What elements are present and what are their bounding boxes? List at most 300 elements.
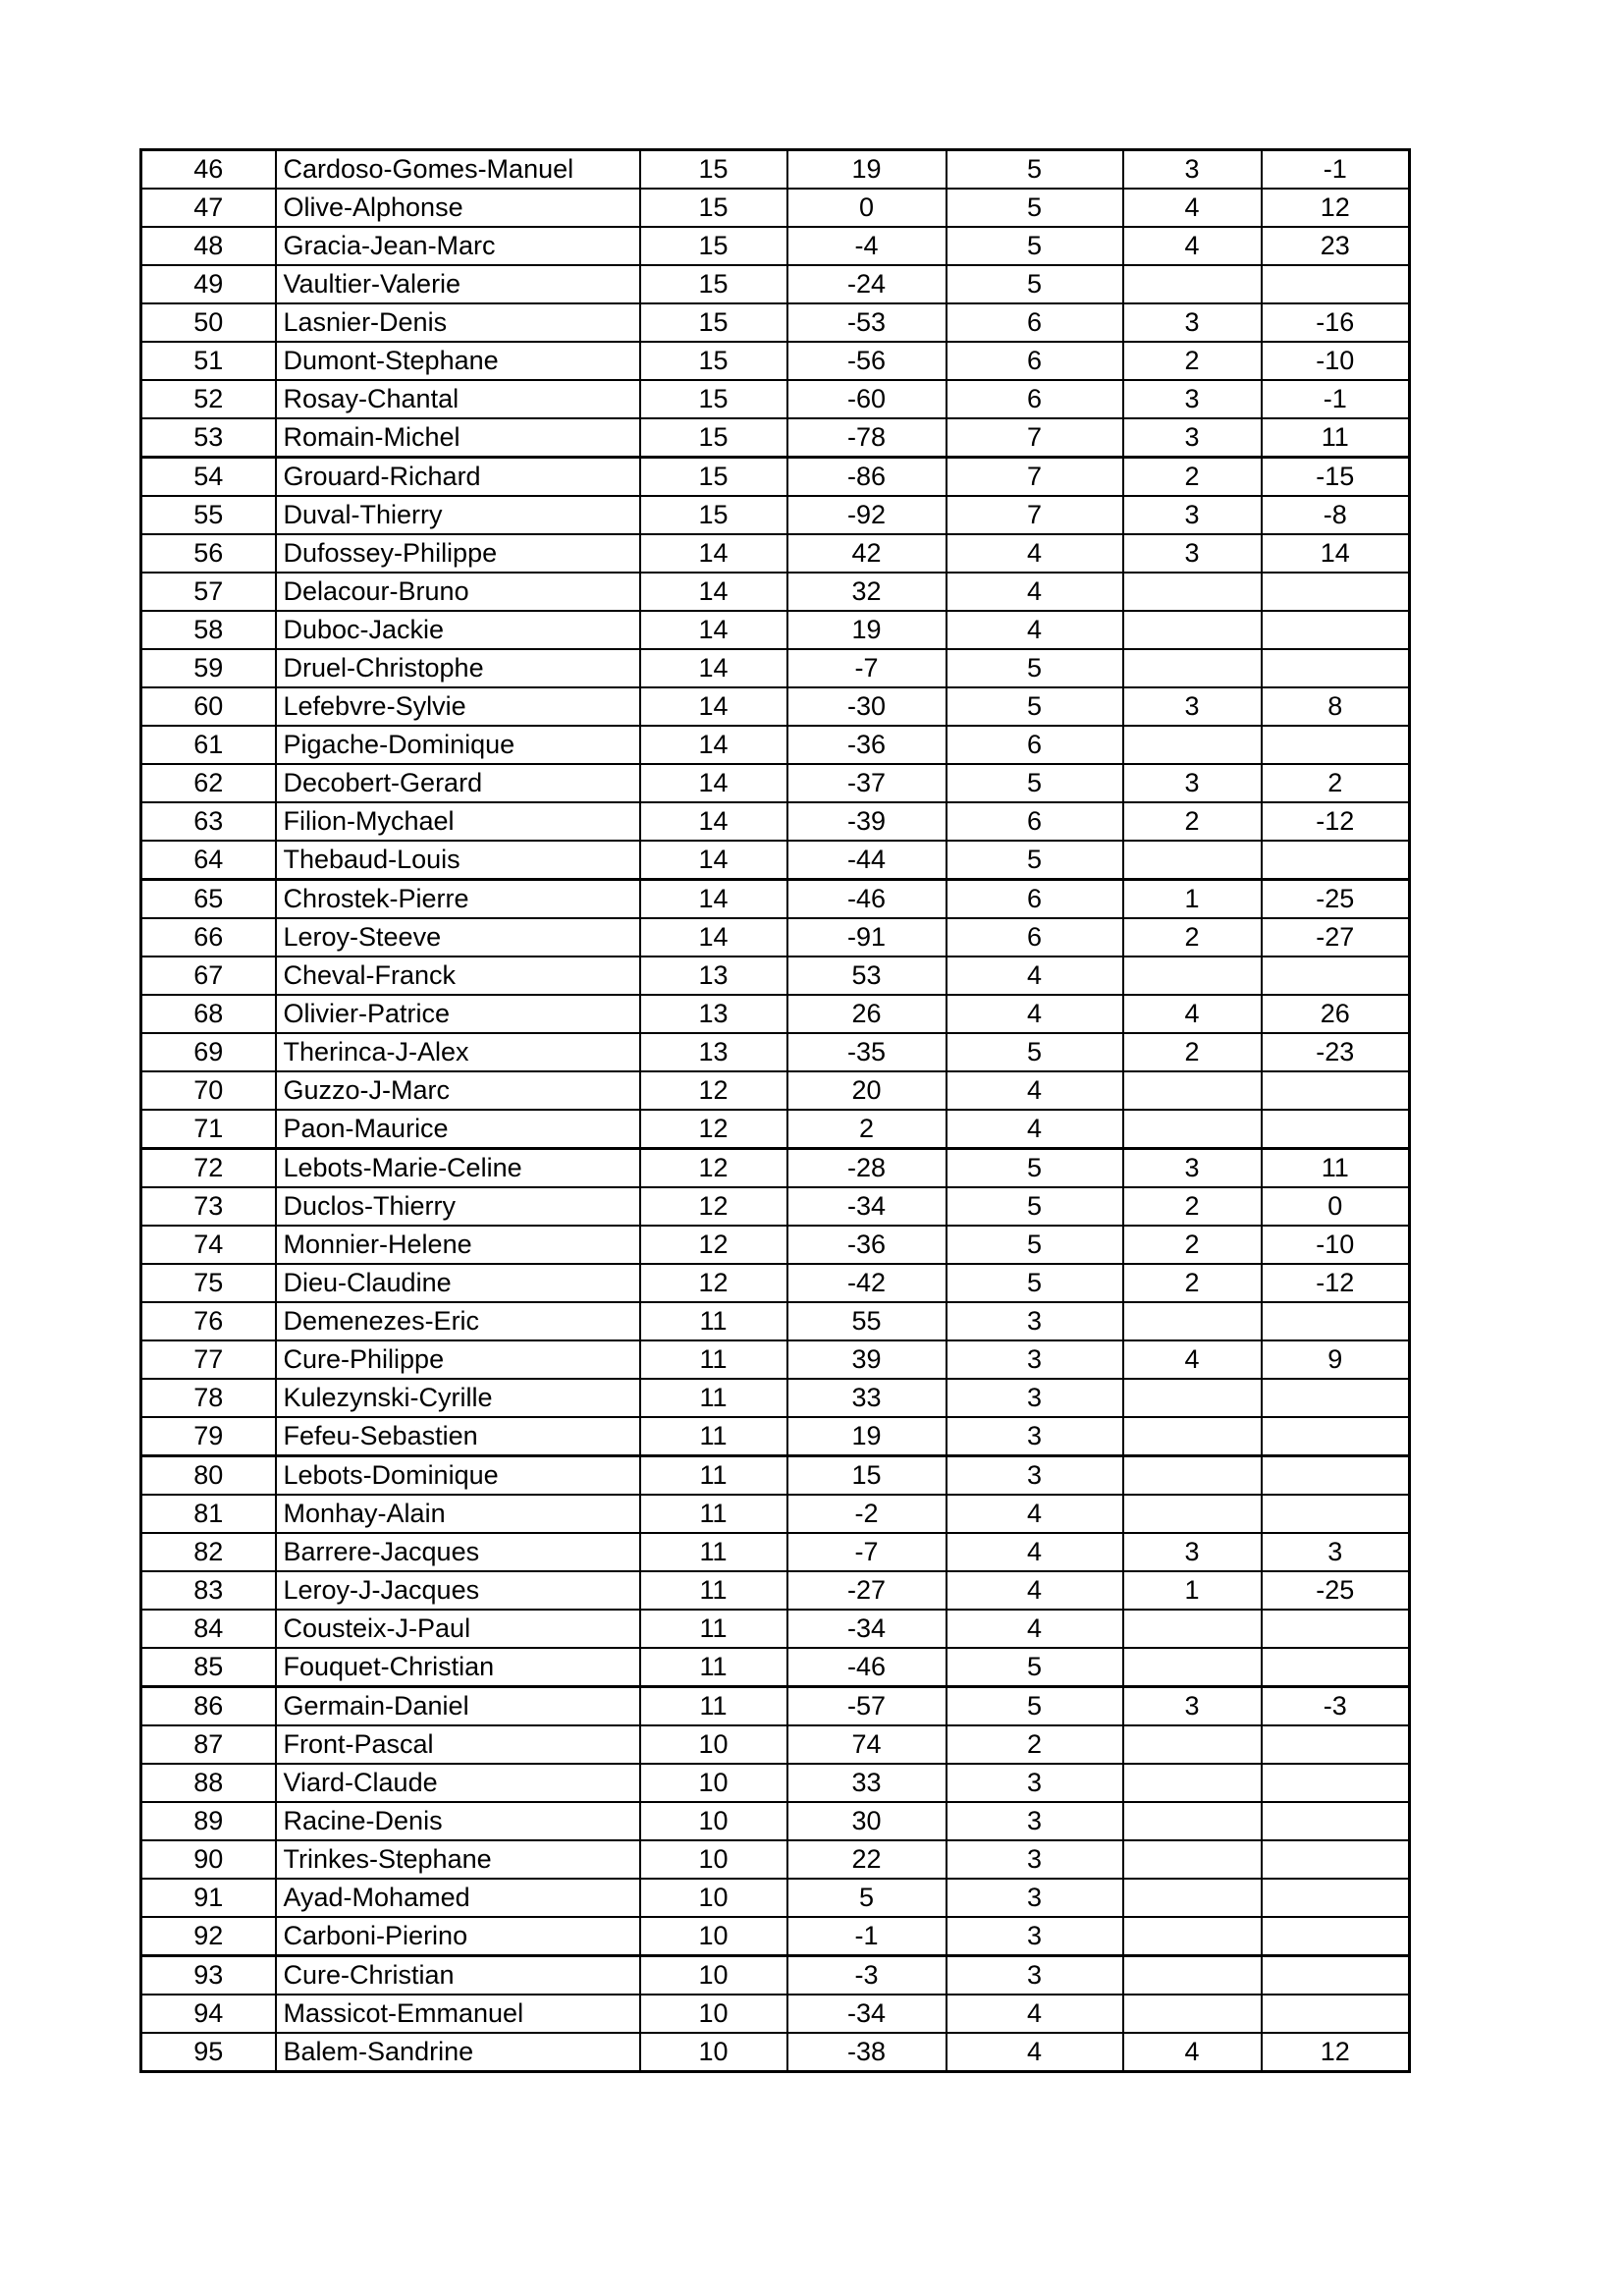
- value-cell-2: -56: [787, 342, 947, 380]
- value-cell-1: 15: [640, 418, 787, 458]
- value-cell-5: 3: [1262, 1533, 1410, 1571]
- player-name-cell: Decobert-Gerard: [276, 764, 640, 802]
- value-cell-4: [1123, 1495, 1262, 1533]
- value-cell-5: [1262, 1995, 1410, 2033]
- rank-cell: 80: [141, 1456, 276, 1496]
- table-row: [141, 1187, 1410, 1226]
- value-cell-1: 10: [640, 1917, 787, 1956]
- value-cell-4: [1123, 1956, 1262, 1995]
- value-cell-4: 3: [1123, 496, 1262, 534]
- rank-cell: 47: [141, 189, 276, 227]
- value-cell-5: 11: [1262, 1149, 1410, 1188]
- value-cell-2: 42: [787, 534, 947, 573]
- value-cell-1: 12: [640, 1110, 787, 1149]
- table-row: [141, 1340, 1410, 1379]
- value-cell-5: [1262, 1956, 1410, 1995]
- player-name-cell: Druel-Christophe: [276, 649, 640, 687]
- rank-cell: 93: [141, 1956, 276, 1995]
- value-cell-1: 10: [640, 1879, 787, 1917]
- rank-cell: 64: [141, 841, 276, 880]
- table-row: [141, 1456, 1410, 1496]
- table-row: [141, 342, 1410, 380]
- table-row: [141, 918, 1410, 957]
- player-name-cell: Cousteix-J-Paul: [276, 1610, 640, 1648]
- value-cell-5: -1: [1262, 380, 1410, 418]
- table-row: [141, 1264, 1410, 1302]
- rank-cell: 84: [141, 1610, 276, 1648]
- value-cell-1: 14: [640, 918, 787, 957]
- table-row: [141, 150, 1410, 190]
- rank-cell: 79: [141, 1417, 276, 1456]
- value-cell-4: [1123, 573, 1262, 611]
- table-row: [141, 1226, 1410, 1264]
- value-cell-4: [1123, 1764, 1262, 1802]
- rank-cell: 88: [141, 1764, 276, 1802]
- value-cell-2: 20: [787, 1071, 947, 1110]
- player-name-cell: Rosay-Chantal: [276, 380, 640, 418]
- rank-cell: 68: [141, 995, 276, 1033]
- player-name-cell: Romain-Michel: [276, 418, 640, 458]
- rank-cell: 57: [141, 573, 276, 611]
- rank-cell: 61: [141, 726, 276, 764]
- value-cell-5: 2: [1262, 764, 1410, 802]
- value-cell-2: -30: [787, 687, 947, 726]
- value-cell-3: 4: [947, 1571, 1123, 1610]
- value-cell-4: [1123, 649, 1262, 687]
- value-cell-1: 15: [640, 265, 787, 303]
- value-cell-5: [1262, 1302, 1410, 1340]
- value-cell-1: 14: [640, 573, 787, 611]
- rank-cell: 53: [141, 418, 276, 458]
- value-cell-1: 14: [640, 687, 787, 726]
- value-cell-5: [1262, 726, 1410, 764]
- value-cell-2: 53: [787, 957, 947, 995]
- rank-cell: 86: [141, 1687, 276, 1726]
- value-cell-2: -37: [787, 764, 947, 802]
- value-cell-3: 3: [947, 1917, 1123, 1956]
- table-row: [141, 611, 1410, 649]
- player-name-cell: Olivier-Patrice: [276, 995, 640, 1033]
- rank-cell: 87: [141, 1725, 276, 1764]
- rank-cell: 51: [141, 342, 276, 380]
- table-row: [141, 380, 1410, 418]
- value-cell-3: 5: [947, 764, 1123, 802]
- value-cell-2: -46: [787, 880, 947, 919]
- value-cell-5: [1262, 1764, 1410, 1802]
- value-cell-3: 4: [947, 611, 1123, 649]
- table-row: [141, 303, 1410, 342]
- value-cell-1: 10: [640, 1840, 787, 1879]
- value-cell-3: 4: [947, 1533, 1123, 1571]
- table-row: [141, 458, 1410, 497]
- table-row: [141, 764, 1410, 802]
- value-cell-1: 10: [640, 1725, 787, 1764]
- table-row: [141, 1648, 1410, 1687]
- value-cell-4: 4: [1123, 189, 1262, 227]
- value-cell-2: 0: [787, 189, 947, 227]
- value-cell-2: -44: [787, 841, 947, 880]
- player-name-cell: Cheval-Franck: [276, 957, 640, 995]
- table-row: [141, 1764, 1410, 1802]
- table-row: [141, 265, 1410, 303]
- value-cell-2: -53: [787, 303, 947, 342]
- value-cell-3: 5: [947, 265, 1123, 303]
- value-cell-2: -27: [787, 1571, 947, 1610]
- value-cell-2: 30: [787, 1802, 947, 1840]
- value-cell-5: [1262, 1648, 1410, 1687]
- player-name-cell: Cardoso-Gomes-Manuel: [276, 150, 640, 190]
- value-cell-4: [1123, 1648, 1262, 1687]
- value-cell-4: 3: [1123, 418, 1262, 458]
- value-cell-2: -42: [787, 1264, 947, 1302]
- player-name-cell: Cure-Philippe: [276, 1340, 640, 1379]
- value-cell-5: [1262, 1917, 1410, 1956]
- value-cell-5: [1262, 1456, 1410, 1496]
- table-row: [141, 1995, 1410, 2033]
- table-row: [141, 573, 1410, 611]
- value-cell-5: [1262, 957, 1410, 995]
- player-name-cell: Olive-Alphonse: [276, 189, 640, 227]
- value-cell-2: 32: [787, 573, 947, 611]
- value-cell-2: -24: [787, 265, 947, 303]
- value-cell-3: 3: [947, 1764, 1123, 1802]
- table-row: [141, 957, 1410, 995]
- player-name-cell: Fouquet-Christian: [276, 1648, 640, 1687]
- value-cell-4: 2: [1123, 802, 1262, 841]
- value-cell-2: 33: [787, 1379, 947, 1417]
- value-cell-3: 5: [947, 1187, 1123, 1226]
- value-cell-1: 12: [640, 1264, 787, 1302]
- player-name-cell: Germain-Daniel: [276, 1687, 640, 1726]
- value-cell-4: 1: [1123, 1571, 1262, 1610]
- table-row: [141, 1379, 1410, 1417]
- value-cell-4: [1123, 1879, 1262, 1917]
- value-cell-5: -12: [1262, 1264, 1410, 1302]
- value-cell-4: [1123, 726, 1262, 764]
- value-cell-5: [1262, 1495, 1410, 1533]
- player-name-cell: Carboni-Pierino: [276, 1917, 640, 1956]
- table-row: [141, 1879, 1410, 1917]
- value-cell-2: -2: [787, 1495, 947, 1533]
- rank-cell: 55: [141, 496, 276, 534]
- value-cell-1: 13: [640, 957, 787, 995]
- value-cell-3: 3: [947, 1879, 1123, 1917]
- value-cell-4: 2: [1123, 342, 1262, 380]
- value-cell-1: 14: [640, 802, 787, 841]
- value-cell-3: 4: [947, 957, 1123, 995]
- rank-cell: 77: [141, 1340, 276, 1379]
- value-cell-2: -92: [787, 496, 947, 534]
- table-row: [141, 189, 1410, 227]
- value-cell-4: 4: [1123, 995, 1262, 1033]
- value-cell-1: 12: [640, 1071, 787, 1110]
- value-cell-3: 6: [947, 802, 1123, 841]
- rank-cell: 90: [141, 1840, 276, 1879]
- value-cell-5: -16: [1262, 303, 1410, 342]
- value-cell-3: 5: [947, 1149, 1123, 1188]
- value-cell-3: 5: [947, 189, 1123, 227]
- value-cell-1: 10: [640, 1956, 787, 1995]
- value-cell-5: [1262, 649, 1410, 687]
- value-cell-2: 19: [787, 150, 947, 190]
- value-cell-3: 3: [947, 1802, 1123, 1840]
- value-cell-4: [1123, 957, 1262, 995]
- value-cell-2: -28: [787, 1149, 947, 1188]
- player-name-cell: Duboc-Jackie: [276, 611, 640, 649]
- player-name-cell: Leroy-Steeve: [276, 918, 640, 957]
- value-cell-5: -8: [1262, 496, 1410, 534]
- value-cell-4: 3: [1123, 1687, 1262, 1726]
- table-row: [141, 1802, 1410, 1840]
- value-cell-3: 6: [947, 918, 1123, 957]
- player-name-cell: Lebots-Marie-Celine: [276, 1149, 640, 1188]
- value-cell-3: 6: [947, 303, 1123, 342]
- value-cell-3: 7: [947, 458, 1123, 497]
- rank-cell: 82: [141, 1533, 276, 1571]
- value-cell-3: 3: [947, 1340, 1123, 1379]
- table-row: [141, 1495, 1410, 1533]
- value-cell-5: [1262, 841, 1410, 880]
- player-name-cell: Dumont-Stephane: [276, 342, 640, 380]
- value-cell-5: 14: [1262, 534, 1410, 573]
- rank-cell: 74: [141, 1226, 276, 1264]
- player-name-cell: Barrere-Jacques: [276, 1533, 640, 1571]
- rank-cell: 95: [141, 2033, 276, 2072]
- player-name-cell: Filion-Mychael: [276, 802, 640, 841]
- value-cell-1: 15: [640, 458, 787, 497]
- value-cell-5: -23: [1262, 1033, 1410, 1071]
- player-name-cell: Gracia-Jean-Marc: [276, 227, 640, 265]
- table-row: [141, 1571, 1410, 1610]
- value-cell-2: -7: [787, 649, 947, 687]
- value-cell-1: 15: [640, 342, 787, 380]
- value-cell-4: [1123, 1379, 1262, 1417]
- value-cell-4: 1: [1123, 880, 1262, 919]
- table-row: [141, 802, 1410, 841]
- value-cell-5: [1262, 265, 1410, 303]
- value-cell-3: 4: [947, 1610, 1123, 1648]
- value-cell-1: 11: [640, 1417, 787, 1456]
- value-cell-1: 11: [640, 1648, 787, 1687]
- value-cell-3: 4: [947, 995, 1123, 1033]
- player-name-cell: Lasnier-Denis: [276, 303, 640, 342]
- player-name-cell: Monnier-Helene: [276, 1226, 640, 1264]
- value-cell-5: 26: [1262, 995, 1410, 1033]
- value-cell-5: [1262, 1071, 1410, 1110]
- value-cell-1: 10: [640, 1802, 787, 1840]
- rank-cell: 75: [141, 1264, 276, 1302]
- value-cell-5: [1262, 1417, 1410, 1456]
- value-cell-3: 7: [947, 418, 1123, 458]
- rank-cell: 62: [141, 764, 276, 802]
- value-cell-5: -25: [1262, 880, 1410, 919]
- ranking-table: [139, 148, 1411, 2073]
- value-cell-2: 15: [787, 1456, 947, 1496]
- value-cell-1: 11: [640, 1379, 787, 1417]
- value-cell-3: 2: [947, 1725, 1123, 1764]
- value-cell-1: 11: [640, 1302, 787, 1340]
- value-cell-3: 5: [947, 227, 1123, 265]
- value-cell-5: -1: [1262, 150, 1410, 190]
- value-cell-1: 15: [640, 150, 787, 190]
- value-cell-3: 6: [947, 880, 1123, 919]
- player-name-cell: Front-Pascal: [276, 1725, 640, 1764]
- value-cell-2: -39: [787, 802, 947, 841]
- player-name-cell: Balem-Sandrine: [276, 2033, 640, 2072]
- value-cell-1: 13: [640, 995, 787, 1033]
- rank-cell: 81: [141, 1495, 276, 1533]
- player-name-cell: Viard-Claude: [276, 1764, 640, 1802]
- rank-cell: 59: [141, 649, 276, 687]
- value-cell-4: 2: [1123, 1187, 1262, 1226]
- value-cell-4: [1123, 1417, 1262, 1456]
- table-row: [141, 1302, 1410, 1340]
- rank-cell: 83: [141, 1571, 276, 1610]
- value-cell-2: -46: [787, 1648, 947, 1687]
- player-name-cell: Guzzo-J-Marc: [276, 1071, 640, 1110]
- table-row: [141, 418, 1410, 458]
- value-cell-1: 11: [640, 1495, 787, 1533]
- value-cell-5: -12: [1262, 802, 1410, 841]
- rank-cell: 66: [141, 918, 276, 957]
- value-cell-4: 3: [1123, 687, 1262, 726]
- player-name-cell: Trinkes-Stephane: [276, 1840, 640, 1879]
- value-cell-3: 4: [947, 573, 1123, 611]
- player-name-cell: Kulezynski-Cyrille: [276, 1379, 640, 1417]
- rank-cell: 78: [141, 1379, 276, 1417]
- value-cell-3: 7: [947, 496, 1123, 534]
- value-cell-4: 3: [1123, 764, 1262, 802]
- value-cell-1: 14: [640, 611, 787, 649]
- value-cell-5: -3: [1262, 1687, 1410, 1726]
- table-row: [141, 1071, 1410, 1110]
- value-cell-2: -35: [787, 1033, 947, 1071]
- rank-cell: 70: [141, 1071, 276, 1110]
- value-cell-5: [1262, 1725, 1410, 1764]
- value-cell-5: [1262, 1840, 1410, 1879]
- value-cell-1: 15: [640, 227, 787, 265]
- value-cell-1: 11: [640, 1610, 787, 1648]
- player-name-cell: Duclos-Thierry: [276, 1187, 640, 1226]
- value-cell-2: 39: [787, 1340, 947, 1379]
- rank-cell: 58: [141, 611, 276, 649]
- rank-cell: 69: [141, 1033, 276, 1071]
- rank-cell: 46: [141, 150, 276, 190]
- value-cell-1: 14: [640, 764, 787, 802]
- value-cell-4: 3: [1123, 380, 1262, 418]
- value-cell-5: 8: [1262, 687, 1410, 726]
- value-cell-1: 15: [640, 303, 787, 342]
- value-cell-3: 3: [947, 1456, 1123, 1496]
- table-row: [141, 995, 1410, 1033]
- player-name-cell: Delacour-Bruno: [276, 573, 640, 611]
- rank-cell: 71: [141, 1110, 276, 1149]
- table-row: [141, 1917, 1410, 1956]
- value-cell-5: 0: [1262, 1187, 1410, 1226]
- value-cell-5: 12: [1262, 189, 1410, 227]
- value-cell-5: 23: [1262, 227, 1410, 265]
- value-cell-1: 10: [640, 2033, 787, 2072]
- value-cell-5: [1262, 1379, 1410, 1417]
- value-cell-3: 5: [947, 1687, 1123, 1726]
- player-name-cell: Dufossey-Philippe: [276, 534, 640, 573]
- value-cell-2: 19: [787, 611, 947, 649]
- value-cell-2: -1: [787, 1917, 947, 1956]
- value-cell-3: 4: [947, 1995, 1123, 2033]
- value-cell-3: 5: [947, 1648, 1123, 1687]
- value-cell-4: [1123, 1456, 1262, 1496]
- table-row: [141, 1840, 1410, 1879]
- value-cell-1: 11: [640, 1533, 787, 1571]
- value-cell-5: -15: [1262, 458, 1410, 497]
- value-cell-2: -36: [787, 726, 947, 764]
- table-row: [141, 227, 1410, 265]
- player-name-cell: Thebaud-Louis: [276, 841, 640, 880]
- value-cell-5: 12: [1262, 2033, 1410, 2072]
- value-cell-5: 9: [1262, 1340, 1410, 1379]
- value-cell-3: 6: [947, 342, 1123, 380]
- value-cell-2: -36: [787, 1226, 947, 1264]
- table-row: [141, 649, 1410, 687]
- value-cell-4: [1123, 1917, 1262, 1956]
- rank-cell: 63: [141, 802, 276, 841]
- value-cell-5: [1262, 1802, 1410, 1840]
- value-cell-4: [1123, 1071, 1262, 1110]
- value-cell-2: -4: [787, 227, 947, 265]
- value-cell-1: 14: [640, 880, 787, 919]
- value-cell-1: 11: [640, 1340, 787, 1379]
- value-cell-2: -7: [787, 1533, 947, 1571]
- player-name-cell: Paon-Maurice: [276, 1110, 640, 1149]
- table-row: [141, 2033, 1410, 2072]
- value-cell-4: [1123, 611, 1262, 649]
- value-cell-4: 3: [1123, 150, 1262, 190]
- value-cell-5: [1262, 573, 1410, 611]
- rank-cell: 49: [141, 265, 276, 303]
- value-cell-3: 6: [947, 380, 1123, 418]
- value-cell-1: 14: [640, 534, 787, 573]
- value-cell-4: [1123, 1302, 1262, 1340]
- rank-cell: 89: [141, 1802, 276, 1840]
- rank-cell: 52: [141, 380, 276, 418]
- value-cell-4: [1123, 1610, 1262, 1648]
- rank-cell: 85: [141, 1648, 276, 1687]
- player-name-cell: Therinca-J-Alex: [276, 1033, 640, 1071]
- value-cell-3: 3: [947, 1379, 1123, 1417]
- rank-cell: 48: [141, 227, 276, 265]
- rank-cell: 91: [141, 1879, 276, 1917]
- value-cell-3: 5: [947, 150, 1123, 190]
- value-cell-4: 2: [1123, 918, 1262, 957]
- player-name-cell: Fefeu-Sebastien: [276, 1417, 640, 1456]
- value-cell-1: 10: [640, 1995, 787, 2033]
- value-cell-1: 15: [640, 496, 787, 534]
- player-name-cell: Monhay-Alain: [276, 1495, 640, 1533]
- value-cell-1: 12: [640, 1187, 787, 1226]
- value-cell-1: 10: [640, 1764, 787, 1802]
- value-cell-4: [1123, 265, 1262, 303]
- table-row: [141, 1110, 1410, 1149]
- player-name-cell: Lefebvre-Sylvie: [276, 687, 640, 726]
- value-cell-5: [1262, 611, 1410, 649]
- value-cell-5: [1262, 1879, 1410, 1917]
- player-name-cell: Dieu-Claudine: [276, 1264, 640, 1302]
- value-cell-2: -34: [787, 1187, 947, 1226]
- player-name-cell: Cure-Christian: [276, 1956, 640, 1995]
- value-cell-4: 4: [1123, 2033, 1262, 2072]
- value-cell-2: 33: [787, 1764, 947, 1802]
- value-cell-2: 74: [787, 1725, 947, 1764]
